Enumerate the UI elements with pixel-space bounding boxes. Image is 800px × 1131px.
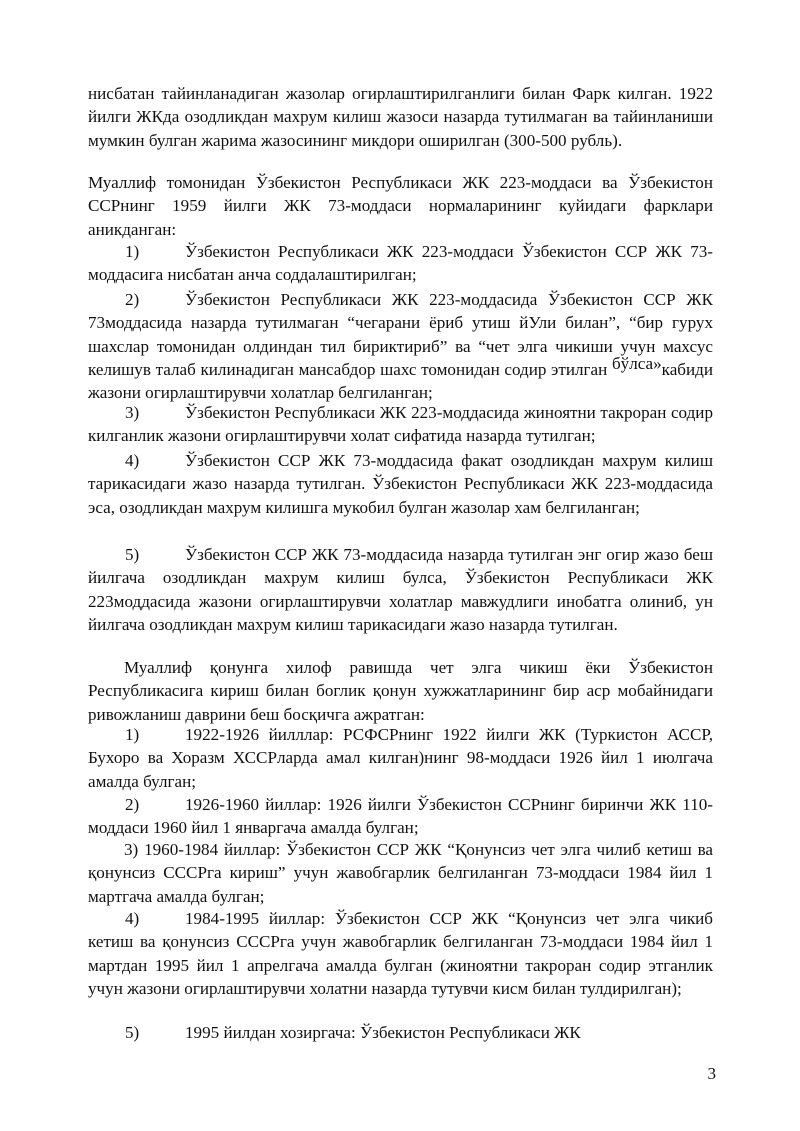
list-text: Ўзбекистон ССР ЖК 73-моддасида назарда тутилган энг огир жазо беш йилгача озодликдан махрум килиш булса, Ўзбекистон Республикаси ЖК 223моддасида жазони огирлаштирувчи холатлар мавжудлиги инобатга олиниб, ун йилгача озодликдан махрум килиш тарикасидаги жазо назарда тутилган. xyxy=(88,545,713,634)
list-text: 1995 йилдан хозиргача: Ўзбекистон Республикаси ЖК xyxy=(185,1023,581,1042)
list-text: Ўзбекистон Республикаси ЖК 223-моддасида Ўзбекистон ССР ЖК 73моддасида назарда тутилмаган “чегарани ёриб утиш йУли билан”, “бир гурух шахслар томонидан олдиндан тил бириктириб” ва “чет элга чикиши учун махсус келишув талаб килинадиган мансабдор шахс томонидан содир этилган xyxy=(88,290,713,379)
list-item xyxy=(88,543,713,636)
paragraph-author-differences: Муаллиф томонидан Ўзбекистон Республикаси ЖК 223-моддаси ва Ўзбекистон ССРнинг 1959 йилги ЖК 73-моддаси нормаларининг куйидаги фарклари аникданган: xyxy=(88,173,713,239)
list-text: Ўзбекистон Республикаси ЖК 223-моддаси Ўзбекистон ССР ЖК 73-моддасига нисбатан анча соддалаштирилган; xyxy=(88,242,713,285)
list-number: 2) xyxy=(125,795,140,814)
list-number: 3) xyxy=(125,403,140,422)
list-text: 1926-1960 йиллар: 1926 йилги Ўзбекистон ССРнинг биринчи ЖК 110-моддаси 1960 йил 1 январгача амалда булган; xyxy=(88,795,713,838)
list-number: 3) xyxy=(124,840,139,859)
list-number: 1) xyxy=(125,242,140,261)
list-text: 1960-1984 йиллар: Ўзбекистон ССР ЖК “Қонунсиз чет элга чилиб кетиш ва қонунсиз СССРга кириш” учун жавобгарлик белгиланган 73-моддаси 1984 йил 1 мартгача амалда булган; xyxy=(88,840,713,906)
list-number: 2) xyxy=(125,290,140,309)
list-item xyxy=(88,723,713,793)
list-text: 1922-1926 йилллар: РСФСРнинг 1922 йилги ЖК (Туркистон АССР, Бухоро ва Хоразм ХССРларда амал килган)нинг 98-моддаси 1926 йил 1 июлгача амалда булган; xyxy=(88,725,713,791)
list-item xyxy=(88,793,713,840)
list-number: 4) xyxy=(125,451,140,470)
list-text-end: кабиди жазони огирлаштирувчи холатлар белгиланган; xyxy=(88,359,713,403)
list-item xyxy=(88,288,713,404)
list-item xyxy=(88,1021,713,1044)
list-text-raised: бўлса» xyxy=(611,353,662,373)
list-item xyxy=(88,240,713,287)
paragraph-stages: Муаллиф қонунга хилоф равишда чет элга чикиш ёки Ўзбекистон Республикасига кириш билан боглик қонун хужжатларининг бир аср мобайнидаги ривожланиш даврини беш босқичга ажратган: xyxy=(88,658,713,724)
list-item xyxy=(88,907,713,1000)
paragraph-intro: нисбатан тайинланадиган жазолар огирлаштирилганлиги билан Фарк килган. 1922 йилги ЖКда озодликдан махрум килиш жазоси назарда тутилмаган ва тайинланиши мумкин булган жарима жазосининг микдори оширилган (300-500 рубль). xyxy=(88,84,713,150)
page-number: 3 xyxy=(707,1064,716,1083)
list-item xyxy=(88,449,713,519)
list-text: 1984-1995 йиллар: Ўзбекистон ССР ЖК “Қонунсиз чет элга чикиб кетиш ва қонунсиз СССРга учун жавобгарлик белгиланган 73-моддаси 1984 йил 1 мартдан 1995 йил 1 апрелгача амалда булган (жиноятни такроран содир этганлик учун жазони огирлаштирувчи холатни назарда тутувчи кисм билан тулдирилган); xyxy=(88,909,713,998)
list-number: 5) xyxy=(125,545,140,564)
list-number: 1) xyxy=(125,725,140,744)
list-text: Ўзбекистон Республикаси ЖК 223-моддасида жиноятни такроран содир килганлик жазони огирлаштирувчи холат сифатида назарда тутилган; xyxy=(88,403,713,446)
list-text: Ўзбекистон ССР ЖК 73-моддасида факат озодликдан махрум килиш тарикасидаги жазо назарда тутилган. Ўзбекистон Республикаси ЖК 223-моддасида эса, озодликдан махрум килишга мукобил булган жазолар хам белгиланган; xyxy=(88,451,713,517)
list-number: 4) xyxy=(125,909,140,928)
list-item xyxy=(88,401,713,448)
list-number: 5) xyxy=(125,1023,140,1042)
list-item xyxy=(88,838,713,908)
